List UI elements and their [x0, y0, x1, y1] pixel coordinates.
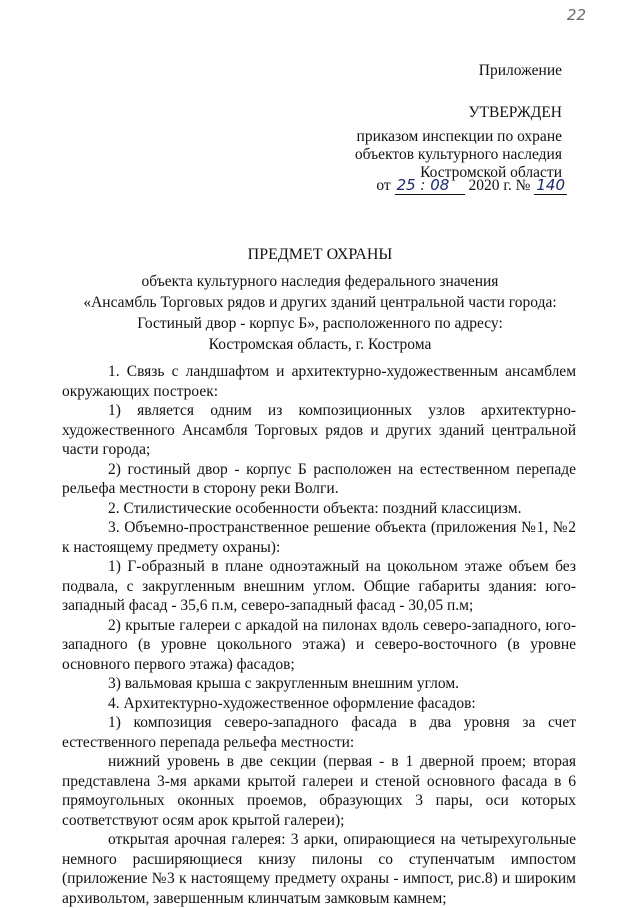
- appendix-label: Приложение: [478, 62, 562, 79]
- approved-label: УТВЕРЖДЕН: [468, 104, 562, 121]
- paragraph: 3) вальмовая крыша с закругленным внешним углом.: [108, 675, 460, 692]
- title-line: Костромская область, г. Кострома: [208, 336, 432, 353]
- paragraph: 4. Архитектурно-художественное оформление фасадов:: [108, 694, 476, 712]
- paragraph: 1) Г-образный в плане одноэтажный на цокольном этаже объем без подвала, с закругленным внешним углом. Общие габариты здания: юго-западный фасад - 35,6 п.м, северо-западный фасад - 30,05 п.м;: [62, 558, 576, 614]
- paragraph: 1. Связь с ландшафтом и архитектурно-художественным ансамблем окружающих построек:: [62, 363, 576, 400]
- paragraph: 3. Объемно-пространственное решение объекта (приложения №1, №2 к настоящему предмету охраны):: [62, 519, 576, 556]
- paragraph: открытая арочная галерея: 3 арки, опирающиеся на четырехугольные немного расширяющиеся книзу пилоны со ступенчатым импостом (приложение №3 к настоящему предмету охраны - импост, рис.8) и широким архивольтом, завершенным клинчатым замковым камнем;: [62, 831, 576, 907]
- document-title: ПРЕДМЕТ ОХРАНЫ: [247, 246, 393, 263]
- paragraph: 2) крытые галереи с аркадой на пилонах вдоль северо-западного, юго-западного (в уровне цокольного этажа) и северо-восточного (в уровне основного первого этажа) фасадов;: [62, 616, 576, 673]
- handwritten-date: 25 : 08: [395, 176, 465, 195]
- order-date-line: [376, 176, 567, 195]
- approval-block: [355, 104, 562, 182]
- order-year: 2020 г. №: [468, 177, 531, 194]
- document-body: [62, 362, 576, 908]
- paragraph: 2) гостиный двор - корпус Б расположен на естественном перепаде рельефа местности в сторону реки Волги.: [62, 460, 576, 497]
- approved-line: объектов культурного наследия: [354, 146, 562, 163]
- title-line: объекта культурного наследия федерального значения: [141, 273, 499, 290]
- date-prefix: от: [376, 177, 391, 194]
- paragraph: 1) является одним из композиционных узлов архитектурно-художественного Ансамбля Торговых рядов и других зданий центральной части города;: [62, 402, 576, 458]
- title-line: «Ансамбль Торговых рядов и других зданий центральной части города:: [83, 294, 557, 311]
- title-line: Гостиный двор - корпус Б», расположенного по адресу:: [137, 315, 503, 332]
- approved-line: Костромской области: [420, 164, 562, 181]
- handwritten-order-number: 140: [536, 176, 565, 194]
- approved-line: приказом инспекции по охране: [356, 128, 562, 145]
- paragraph: нижний уровень в две секции (первая - в 1 дверной проем; вторая представлена 3-мя арками крытой галереи и стеной основного фасада в 6 прямоугольных оконных проемов, образующих 3 пары, оси которых соответствуют осям арок крытой галереи);: [62, 753, 576, 829]
- paragraph: 1) композиция северо-западного фасада в два уровня за счет естественного перепада рельефа местности:: [62, 714, 576, 751]
- page-number: 22: [566, 6, 586, 24]
- document-title-block: [60, 244, 580, 355]
- paragraph: 2. Стилистические особенности объекта: поздний классицизм.: [108, 499, 522, 517]
